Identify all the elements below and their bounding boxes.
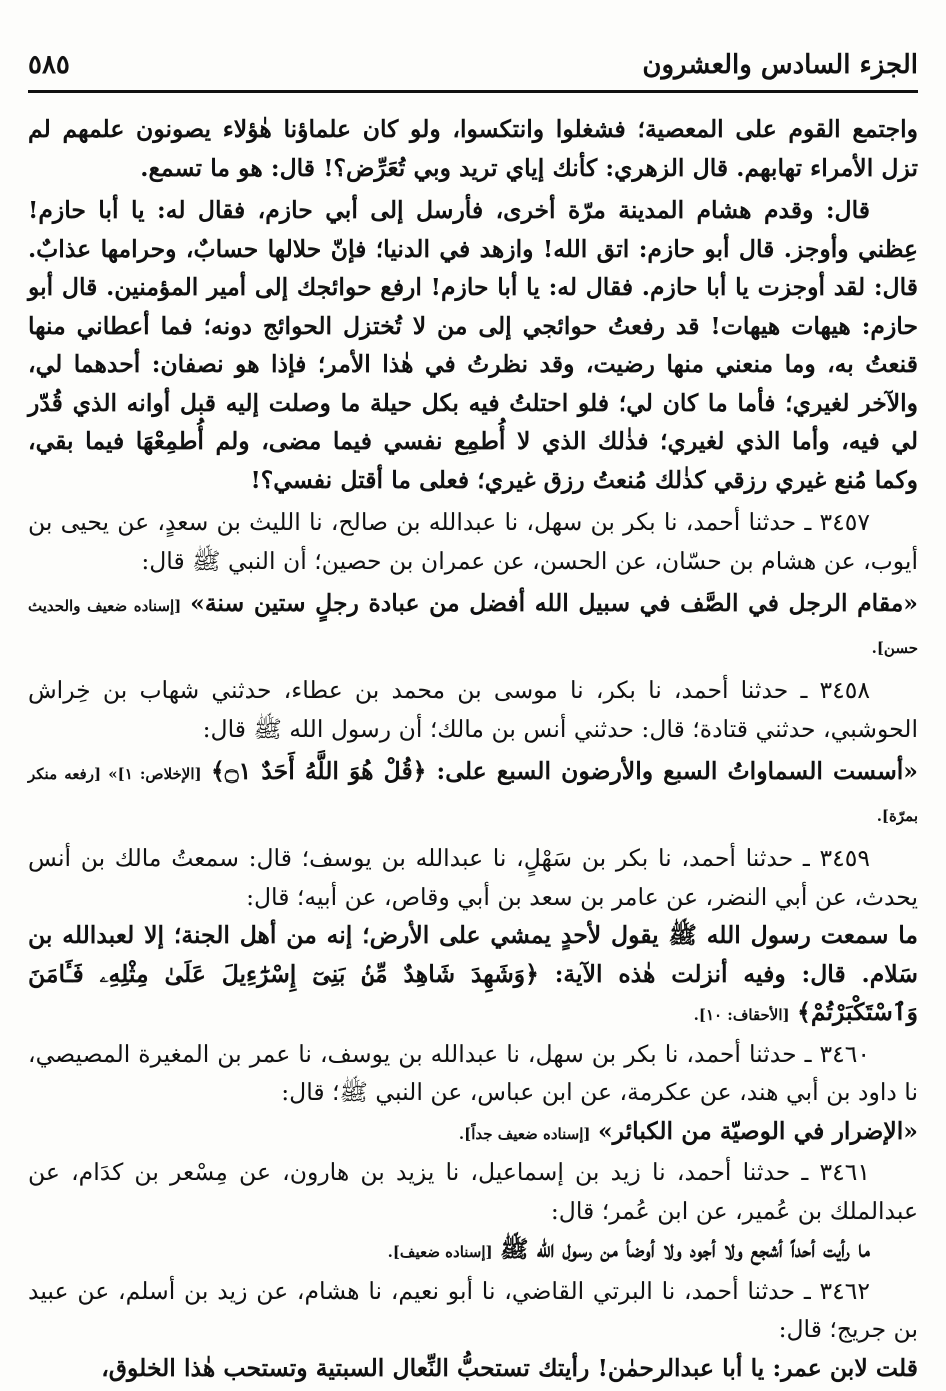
- hadith-3462-matn: قلت لابن عمر: يا أبا عبدالرحمٰن! رأيتك تستحبُّ النِّعال السبتية وتستحب هٰذا الخلوق،: [101, 1353, 918, 1382]
- hadith-3460-isnad: ٣٤٦٠ ـ حدثنا أحمد، نا بكر بن سهل، نا عبدالله بن يوسف، نا عمر بن المغيرة المصيصي، نا داود بن أبي هند، عن عكرمة، عن ابن عباس، عن النبي ﷺ؛ قال:: [28, 1039, 918, 1106]
- hadith-3459-text: [28, 916, 918, 1035]
- paragraph-2: قال: وقدم هشام المدينة مرّة أخرى، فأرسل إلى أبي حازم، فقال له: يا أبا حازم! عِظني وأوجز. قال أبو حازم: اتق الله! وازهد في الدنيا؛ فإنّ حلالها حسابٌ، وحرامها عذابٌ. قال: لقد أوجزت يا أبا حازم. فقال له: يا أبا حازم! ارفع حوائجك إلى أمير المؤمنين. قال أبو حازم: هيهات هيهات! قد رفعتُ حوائجي إلى من لا تُختزل الحوائج دونه؛ فما أعطاني منها قنعتُ به، وما منعني منها رضيت، وقد نظرتُ في هٰذا الأمر؛ فإذا هو نصفان: أحدهما لي، والآخر لغيري؛ فأما ما كان لي؛ فلو احتلتُ فيه بكل حيلة ما وصلت إليه قبل أوانه الذي قُدّر لي فيه، وأما الذي لغيري؛ فذٰلك الذي لا أُطمِع نفسي فيما مضى، ولم أُطمِعْهَا فيما بقي، وكما مُنع غيري رزقي كذٰلك مُنعتُ رزق غيري؛ فعلى ما أقتل نفسي؟!: [28, 196, 918, 494]
- hadith-3457-isnad: ٣٤٥٧ ـ حدثنا أحمد، نا بكر بن سهل، نا عبدالله بن صالح، نا الليث بن سعدٍ، عن يحيى بن أيوب، عن هشام بن حسّان، عن الحسن، عن عمران بن حصين؛ أن النبي ﷺ قال:: [28, 508, 918, 575]
- hadith-3462-isnad: ٣٤٦٢ ـ حدثنا أحمد، نا البرتي القاضي، نا أبو نعيم، نا هشام، عن زيد بن أسلم، عن عبيد بن جريج؛ قال:: [28, 1276, 918, 1343]
- hadith-3457-matn: «مقام الرجل في الصَّف في سبيل الله أفضل من عبادة رجلٍ ستين سنة»: [190, 589, 918, 617]
- hadith-3461-matn: ما رأيت أحداً أشجع ولا أجود ولا أوضأ من رسول الله ﷺ: [500, 1235, 870, 1263]
- page-header: [28, 40, 918, 93]
- hadith-3459-isnad: ٣٤٥٩ ـ حدثنا أحمد، نا بكر بن سَهْلٍ، نا عبدالله بن يوسف؛ قال: سمعتُ مالك بن أنس يحدث، عن أبي النضر، عن عامر بن سعد بن أبي وقاص، عن أبيه؛ قال:: [28, 844, 918, 911]
- page-number: ٥٨٥: [28, 50, 70, 80]
- hadith-3461-grading: [إسناده ضعيف].: [387, 1243, 493, 1261]
- hadith-3458-matn: «أسست السماواتُ السبع والأرضون السبع على: ﴿قُلْ هُوَ اللَّهُ أَحَدٌ ۝١﴾: [211, 757, 918, 785]
- hadith-3460-matn: «الإضرار في الوصيّة من الكبائر»: [597, 1116, 918, 1145]
- hadith-3460-grading: [إسناده ضعيف جداً].: [458, 1124, 591, 1143]
- hadith-3459-matn: ما سمعت رسول الله ﷺ يقول لأحدٍ يمشي على الأرض؛ إنه من أهل الجنة؛ إلا لعبدالله بن سَلام. قال: وفيه أنزلت هٰذه الآية: ﴿وَشَهِدَ شَاهِدٌ مِّنۢ بَنِىٓ إِسْرَٰٓءِيلَ عَلَىٰ مِثْلِهِۦ فَـَٔامَنَ وَٱسْتَكْبَرْتُمْ﴾: [28, 921, 918, 1026]
- hadith-3461-isnad: ٣٤٦١ ـ حدثنا أحمد، نا زيد بن إسماعيل، نا يزيد بن هارون، عن مِسْعر بن كدَام، عن عبدالملك بن عُمير، عن ابن عُمر؛ قال:: [28, 1158, 918, 1225]
- hadith-3457-grading: [إسناده ضعيف والحديث حسن].: [28, 597, 918, 657]
- quran-reference: [الأحقاف: ١٠].: [693, 1006, 790, 1024]
- hadith-3458-isnad: ٣٤٥٨ ـ حدثنا أحمد، نا بكر، نا موسى بن محمد بن عطاء، حدثني شهاب بن خِراش الحوشبي، حدثني قتادة؛ قال: حدثني أنس بن مالك؛ أن رسول الله ﷺ قال:: [28, 676, 918, 743]
- hadith-3461-text: [28, 1230, 918, 1272]
- running-title: الجزء السادس والعشرون: [642, 50, 918, 80]
- hadith-3460-text: [28, 1112, 918, 1154]
- hadith-3457-text: [28, 584, 918, 667]
- paragraph-1: واجتمع القوم على المعصية؛ فشغلوا وانتكسوا، ولو كان علماؤنا هٰؤلاء يصونون علمهم لم تزل الأمراء تهابهم. قال الزهري: كأنك إياي تريد وبي تُعَرِّض؟! قال: هو ما تسمع.: [28, 115, 918, 182]
- hadith-3458-grading: [الإخلاص: ١]» [رفعه منكر بمرّة].: [28, 765, 918, 825]
- page-body: [28, 110, 918, 1382]
- hadith-3458-text: [28, 752, 918, 835]
